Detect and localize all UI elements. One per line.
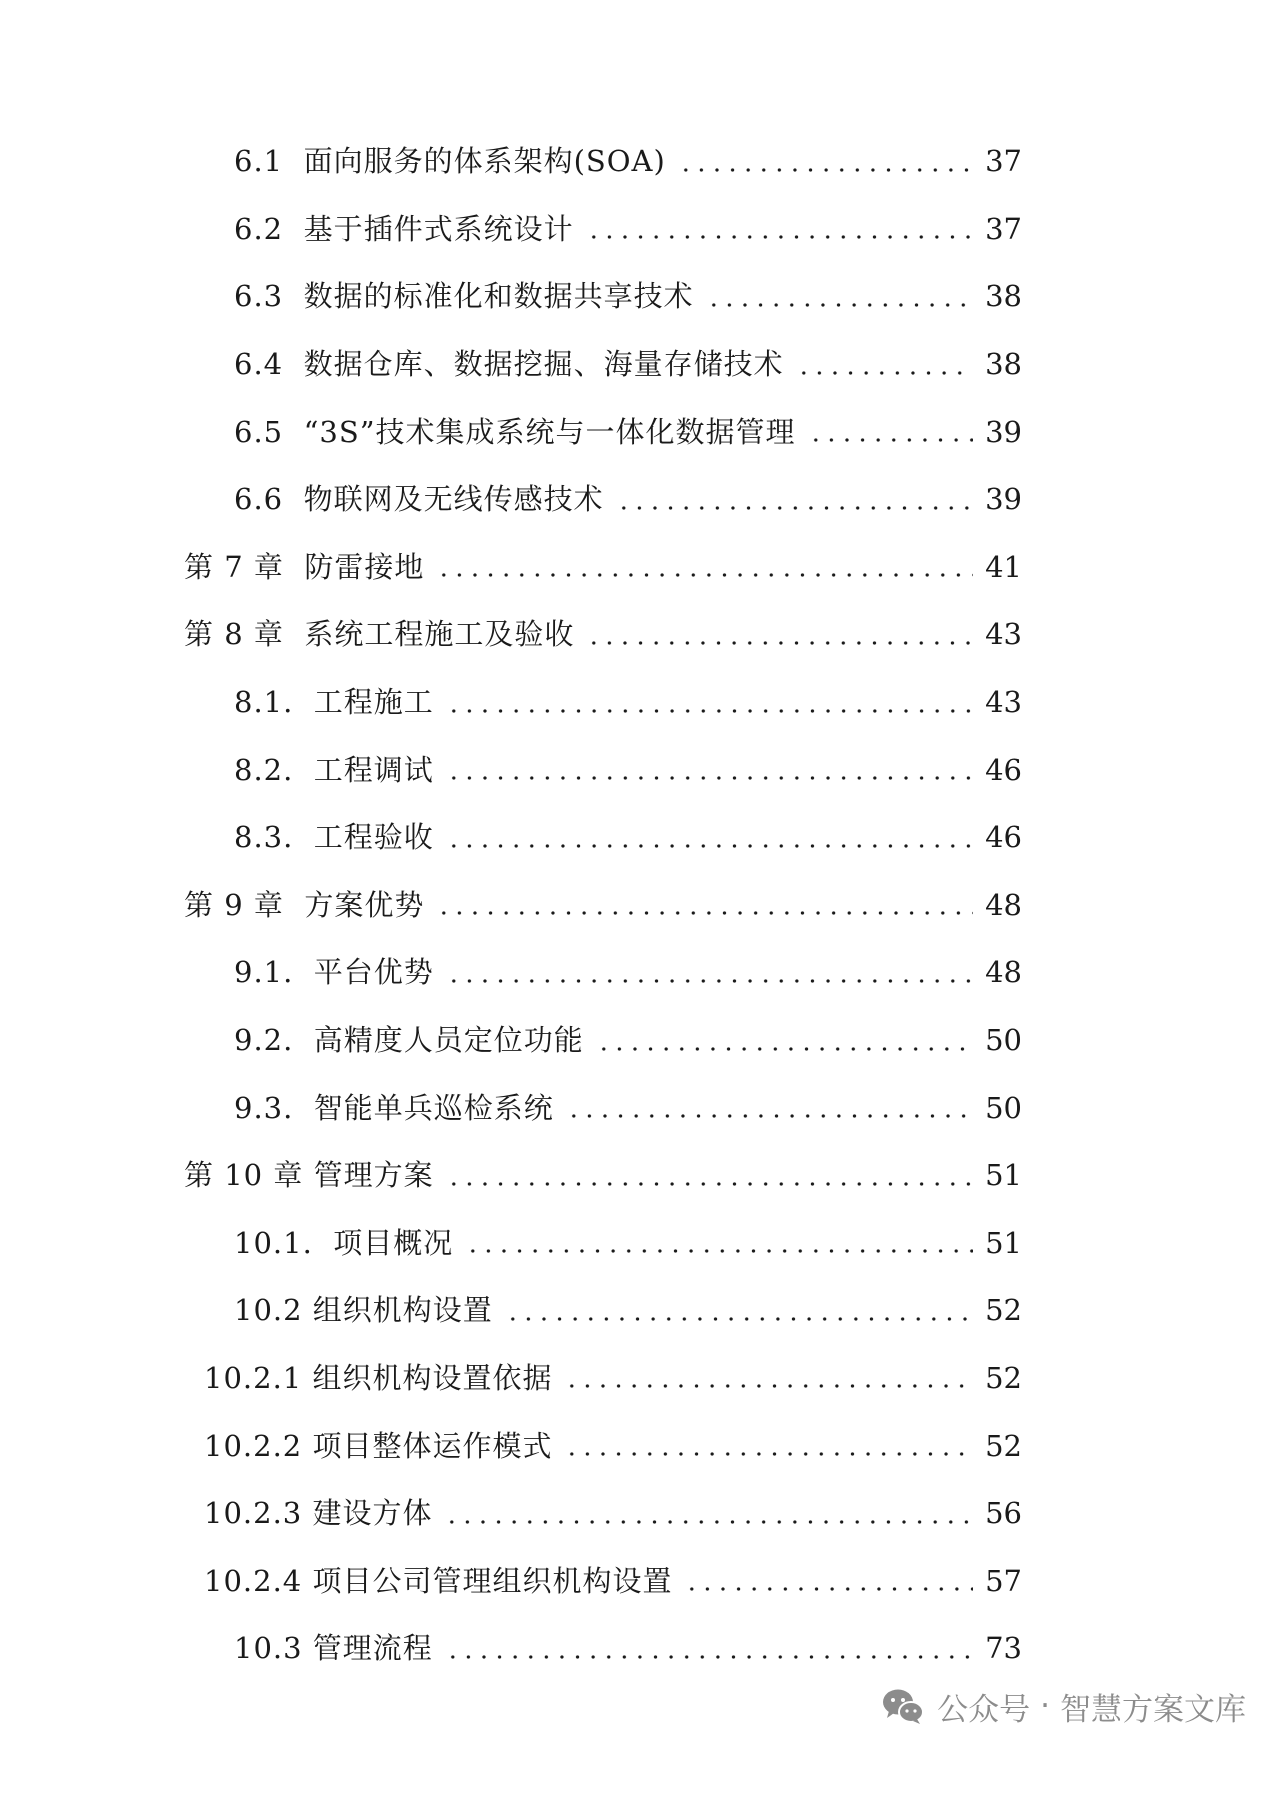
toc-entry-title: 组织机构设置依据 bbox=[312, 1360, 553, 1395]
toc-dot-leader bbox=[446, 979, 973, 983]
toc-entry-page-number: 37 bbox=[985, 211, 1022, 246]
toc-dot-leader bbox=[586, 235, 974, 239]
toc-entry[interactable] bbox=[0, 1547, 1280, 1615]
toc-entry-page-number: 38 bbox=[985, 347, 1022, 382]
toc-entry-page-number: 48 bbox=[985, 955, 1022, 990]
toc-entry-number: 第 9 章 bbox=[184, 887, 305, 922]
toc-dot-leader bbox=[446, 844, 973, 848]
toc-entry-number: 6.1 bbox=[234, 144, 304, 179]
toc-dot-leader bbox=[566, 1114, 973, 1118]
toc-entry[interactable] bbox=[0, 872, 1280, 940]
toc-dot-leader bbox=[596, 1047, 973, 1051]
toc-entry[interactable] bbox=[0, 1142, 1280, 1210]
toc-entry[interactable] bbox=[0, 263, 1280, 331]
toc-entry-title: “3S”技术集成系统与一体化数据管理 bbox=[303, 414, 796, 449]
toc-entry[interactable] bbox=[0, 1615, 1280, 1683]
toc-entry[interactable] bbox=[0, 128, 1280, 196]
toc-entry[interactable] bbox=[0, 1412, 1280, 1480]
toc-entry[interactable] bbox=[0, 1210, 1280, 1278]
toc-entry-title: 物联网及无线传感技术 bbox=[303, 482, 604, 517]
toc-dot-leader bbox=[706, 303, 974, 307]
toc-entry[interactable] bbox=[0, 534, 1280, 602]
toc-dot-leader bbox=[564, 1384, 973, 1388]
toc-entry[interactable] bbox=[0, 398, 1280, 466]
wechat-icon bbox=[881, 1686, 925, 1726]
toc-entry-page-number: 52 bbox=[985, 1293, 1022, 1328]
toc-dot-leader bbox=[684, 1587, 973, 1591]
toc-dot-leader bbox=[446, 709, 973, 713]
toc-entry-page-number: 51 bbox=[985, 1225, 1022, 1260]
toc-entry-title: 高精度人员定位功能 bbox=[313, 1023, 584, 1058]
toc-entry-title: 面向服务的体系架构(SOA) bbox=[303, 144, 666, 179]
toc-entry-number: 8.2. bbox=[234, 752, 314, 787]
toc-entry-number: 10.2 bbox=[234, 1293, 313, 1328]
toc-entry[interactable] bbox=[0, 601, 1280, 669]
toc-entry-page-number: 50 bbox=[985, 1090, 1022, 1125]
toc-entry-title: 项目公司管理组织机构设置 bbox=[312, 1563, 673, 1598]
toc-entry-number: 6.5 bbox=[234, 414, 304, 449]
toc-entry-title: 系统工程施工及验收 bbox=[304, 617, 575, 652]
toc-dot-leader bbox=[678, 168, 973, 172]
toc-entry-title: 平台优势 bbox=[313, 955, 434, 990]
toc-entry-page-number: 41 bbox=[985, 549, 1022, 584]
toc-entry-page-number: 43 bbox=[985, 685, 1022, 720]
toc-entry[interactable] bbox=[0, 669, 1280, 737]
toc-entry-title: 数据仓库、数据挖掘、海量存储技术 bbox=[303, 347, 784, 382]
toc-entry-page-number: 57 bbox=[985, 1563, 1022, 1598]
toc-entry[interactable] bbox=[0, 1480, 1280, 1548]
toc-entry[interactable] bbox=[0, 1345, 1280, 1413]
toc-entry-page-number: 56 bbox=[985, 1496, 1022, 1531]
toc-entry[interactable] bbox=[0, 939, 1280, 1007]
toc-entry-number: 10.2.3 bbox=[204, 1496, 313, 1531]
toc-entry-title: 项目概况 bbox=[333, 1225, 454, 1260]
toc-entry[interactable] bbox=[0, 331, 1280, 399]
watermark-account-label: 公众号 bbox=[937, 1691, 1031, 1728]
toc-dot-leader bbox=[505, 1317, 973, 1321]
toc-entry[interactable] bbox=[0, 466, 1280, 534]
toc-entry-page-number: 39 bbox=[985, 414, 1022, 449]
toc-entry-number: 10.2.4 bbox=[204, 1563, 313, 1598]
toc-entry[interactable] bbox=[0, 1277, 1280, 1345]
toc-entry-page-number: 51 bbox=[985, 1158, 1022, 1193]
toc-entry-title: 组织机构设置 bbox=[312, 1293, 493, 1328]
toc-dot-leader bbox=[808, 438, 974, 442]
toc-entry-page-number: 48 bbox=[985, 887, 1022, 922]
toc-entry-title: 工程施工 bbox=[313, 685, 434, 720]
toc-entry-number: 第 8 章 bbox=[184, 617, 305, 652]
toc-entry-number: 9.2. bbox=[234, 1023, 314, 1058]
toc-entry-title: 建设方体 bbox=[312, 1496, 433, 1531]
toc-entry-title: 方案优势 bbox=[304, 887, 425, 922]
toc-dot-leader bbox=[436, 911, 973, 915]
toc-entry[interactable] bbox=[0, 1074, 1280, 1142]
toc-entry-number: 第 10 章 bbox=[184, 1158, 314, 1193]
toc-dot-leader bbox=[445, 1655, 973, 1659]
watermark-separator: · bbox=[1040, 1688, 1050, 1724]
toc-dot-leader bbox=[446, 776, 973, 780]
toc-entry[interactable] bbox=[0, 196, 1280, 264]
toc-entry-page-number: 37 bbox=[985, 144, 1022, 179]
toc-dot-leader bbox=[616, 506, 974, 510]
toc-dot-leader bbox=[446, 1182, 974, 1186]
toc-dot-leader bbox=[564, 1452, 973, 1456]
toc-entry-title: 基于插件式系统设计 bbox=[303, 211, 574, 246]
toc-entry-number: 9.3. bbox=[234, 1090, 314, 1125]
toc-entry[interactable] bbox=[0, 736, 1280, 804]
toc-entry-page-number: 39 bbox=[985, 482, 1022, 517]
toc-entry-number: 9.1. bbox=[234, 955, 314, 990]
toc-entry[interactable] bbox=[0, 1007, 1280, 1075]
toc-entry-title: 工程验收 bbox=[313, 820, 434, 855]
toc-entry-title: 管理流程 bbox=[312, 1631, 433, 1666]
toc-entry-page-number: 50 bbox=[985, 1023, 1022, 1058]
toc-entry-number: 6.4 bbox=[234, 347, 304, 382]
toc-entry-number: 6.2 bbox=[234, 211, 304, 246]
toc-dot-leader bbox=[465, 1249, 973, 1253]
toc-entry-title: 工程调试 bbox=[313, 752, 434, 787]
toc-entry-number: 第 7 章 bbox=[184, 549, 305, 584]
toc-entry-number: 6.3 bbox=[234, 279, 304, 314]
toc-entry-number: 10.2.2 bbox=[204, 1428, 313, 1463]
toc-entry-title: 数据的标准化和数据共享技术 bbox=[303, 279, 694, 314]
toc-entry[interactable] bbox=[0, 804, 1280, 872]
toc-entry-page-number: 43 bbox=[985, 617, 1022, 652]
toc-entry-number: 10.2.1 bbox=[204, 1360, 313, 1395]
toc-dot-leader bbox=[444, 1520, 973, 1524]
toc-dot-leader bbox=[796, 371, 974, 375]
toc-entry-title: 管理方案 bbox=[313, 1158, 434, 1193]
watermark bbox=[881, 1680, 1246, 1732]
toc-entry-number: 10.3 bbox=[234, 1631, 313, 1666]
toc-entry-title: 防雷接地 bbox=[304, 549, 425, 584]
toc-dot-leader bbox=[436, 573, 973, 577]
toc-entry-page-number: 46 bbox=[985, 752, 1022, 787]
toc-entry-title: 智能单兵巡检系统 bbox=[313, 1090, 554, 1125]
toc-entry-page-number: 73 bbox=[985, 1631, 1022, 1666]
toc-entry-number: 10.1. bbox=[234, 1225, 334, 1260]
toc-entry-page-number: 38 bbox=[985, 279, 1022, 314]
toc-entry-number: 8.1. bbox=[234, 685, 314, 720]
table-of-contents bbox=[0, 128, 1280, 1683]
toc-dot-leader bbox=[586, 641, 973, 645]
toc-entry-number: 8.3. bbox=[234, 820, 314, 855]
watermark-account-name: 智慧方案文库 bbox=[1060, 1691, 1246, 1728]
toc-entry-title: 项目整体运作模式 bbox=[312, 1428, 553, 1463]
toc-entry-page-number: 52 bbox=[985, 1360, 1022, 1395]
toc-entry-number: 6.6 bbox=[234, 482, 304, 517]
toc-entry-page-number: 52 bbox=[985, 1428, 1022, 1463]
toc-entry-page-number: 46 bbox=[985, 820, 1022, 855]
